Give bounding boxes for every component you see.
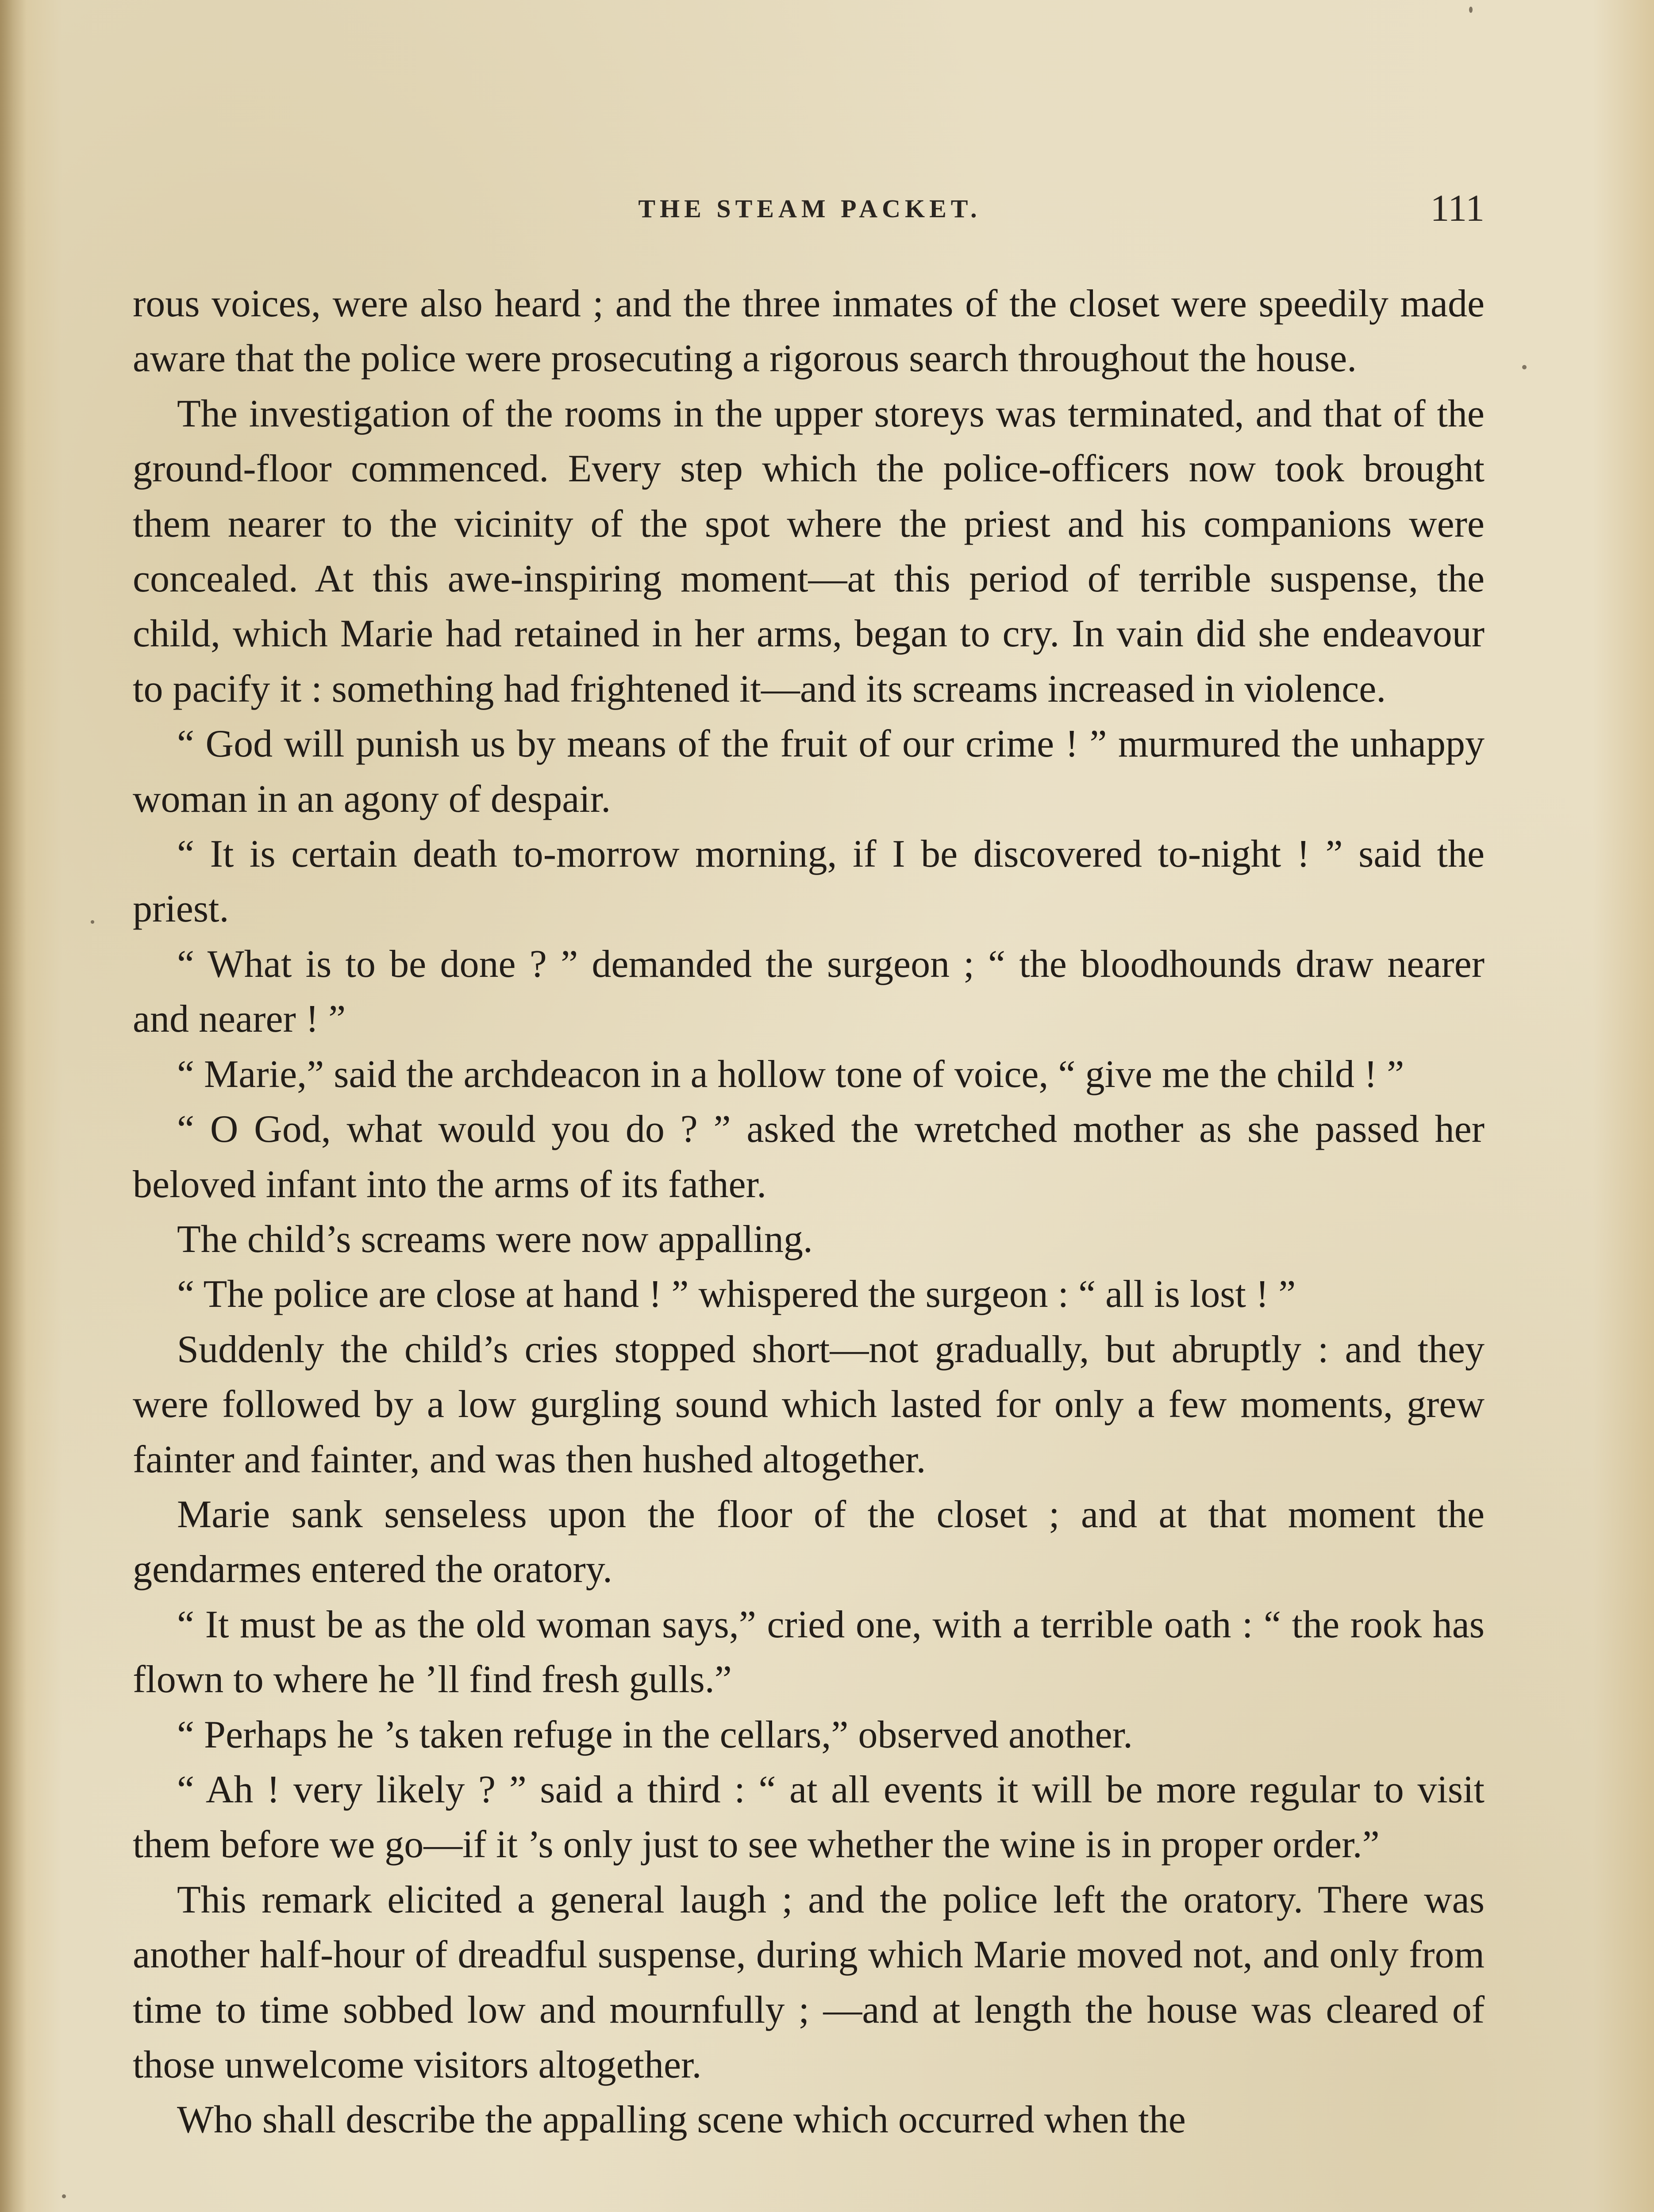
- paragraph: “ It must be as the old woman says,” cried one, with a terrible oath : “ the rook has flown to where he ’ll find fresh gulls.”: [133, 1603, 1485, 1701]
- paper-speck: [62, 2194, 66, 2198]
- paper-speck: [1522, 365, 1527, 369]
- paragraph: “ Ah ! very likely ? ” said a third : “ at all events it will be more regular to visit them before we go—if it ’s only just to see whether the wine is in proper order.”: [133, 1768, 1485, 1866]
- paragraph: Marie sank senseless upon the floor of the closet ; and at that moment the gendarmes entered the oratory.: [133, 1493, 1485, 1591]
- running-head: THE STEAM PACKET.: [638, 194, 981, 223]
- body-text: [133, 276, 1485, 2148]
- paragraph: “ Perhaps he ’s taken refuge in the cellars,” observed another.: [177, 1713, 1133, 1756]
- paragraph: “ God will punish us by means of the fruit of our crime ! ” murmured the unhappy woman in an agony of despair.: [133, 722, 1485, 821]
- paragraph: rous voices, were also heard ; and the three inmates of the closet were speedily made aware that the police were prosecuting a rigorous search throughout the house.: [133, 282, 1485, 380]
- paper-speck: [1469, 7, 1473, 13]
- paragraph: “ Marie,” said the archdeacon in a hollow tone of voice, “ give me the child ! ”: [177, 1052, 1404, 1096]
- paragraph: The investigation of the rooms in the upper storeys was terminated, and that of the ground-floor commenced. Every step which the police-officers now took brought them nearer to the vicinity of the spot where the priest and his companions were concealed. At this awe-inspiring moment—at this period of terrible suspense, the child, which Marie had retained in her arms, began to cry. In vain did she endeavour to pacify it : something had frightened it—and its screams increased in violence.: [133, 392, 1485, 710]
- paragraph: “ The police are close at hand ! ” whispered the surgeon : “ all is lost ! ”: [177, 1273, 1296, 1316]
- paragraph: The child’s screams were now appalling.: [177, 1217, 813, 1261]
- paragraph: This remark elicited a general laugh ; and the police left the oratory. There was another half-hour of dreadful suspense, during which Marie moved not, and only from time to time sobbed low and mournfully ; —and at length the house was cleared of those unwelcome visitors altogether.: [133, 1878, 1485, 2086]
- paragraph: “ O God, what would you do ? ” asked the wretched mother as she passed her beloved infant into the arms of its father.: [133, 1108, 1485, 1206]
- page-header: [135, 186, 1485, 234]
- gutter-shadow: [0, 0, 27, 2212]
- paragraph: “ It is certain death to-morrow morning, if I be discovered to-night ! ” said the priest.: [133, 833, 1485, 931]
- paragraph: “ What is to be done ? ” demanded the surgeon ; “ the bloodhounds draw nearer and nearer ! ”: [133, 942, 1485, 1041]
- paper-speck: [91, 920, 94, 924]
- page-number: 111: [1430, 187, 1485, 229]
- paragraph: Suddenly the child’s cries stopped short—not gradually, but abruptly : and they were followed by a low gurgling sound which lasted for only a few moments, grew fainter and fainter, and was then hushed altogether.: [133, 1328, 1485, 1481]
- paragraph: Who shall describe the appalling scene which occurred when the: [177, 2098, 1186, 2142]
